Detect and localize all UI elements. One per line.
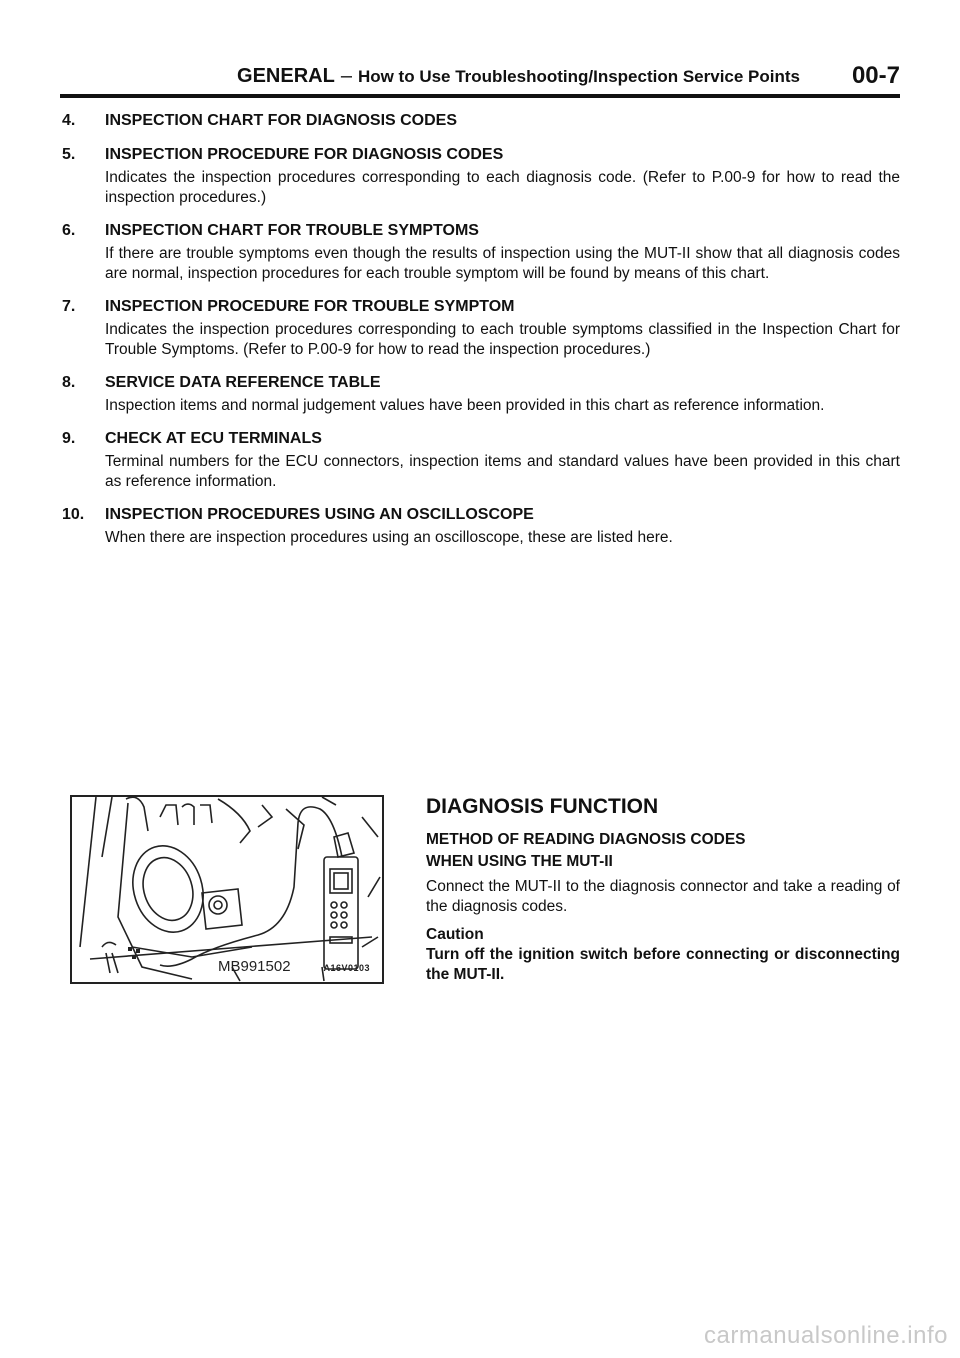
list-item (62, 220, 900, 284)
item-number: 4. (62, 112, 76, 129)
caution-text: Turn off the ignition switch before connecting or disconnecting the MUT-II. (426, 946, 900, 983)
list-item (62, 110, 900, 132)
watermark-text: carmanualsonline.info (704, 1322, 948, 1349)
item-body: Indicates the inspection procedures corresponding to each trouble symptoms classified in the Inspection Chart for Trouble Symptoms. (Refer to P.00-9 for how to read the inspection procedures.) (105, 321, 900, 358)
tool-code-label: MB991502 (218, 958, 291, 975)
item-number: 5. (62, 146, 76, 163)
list-item (62, 372, 900, 416)
item-number: 8. (62, 374, 76, 391)
section-heading: DIAGNOSIS FUNCTION (426, 795, 659, 818)
page-header (60, 58, 900, 98)
item-title: INSPECTION CHART FOR DIAGNOSIS CODES (105, 112, 458, 129)
list-item (62, 504, 900, 548)
item-title: INSPECTION PROCEDURES USING AN OSCILLOSCOPE (105, 506, 534, 523)
item-title: INSPECTION CHART FOR TROUBLE SYMPTOMS (105, 222, 479, 239)
illustration-drawing (72, 797, 382, 982)
diagnosis-body: Connect the MUT-II to the diagnosis connector and take a reading of the diagnosis codes. (426, 878, 900, 915)
item-body: Indicates the inspection procedures corresponding to each diagnosis code. (Refer to P.00-9 for how to read the inspection procedures.) (105, 169, 900, 206)
list-item (62, 296, 900, 360)
item-title: SERVICE DATA REFERENCE TABLE (105, 374, 381, 391)
header-section: GENERAL (237, 65, 335, 87)
item-number: 10. (62, 506, 85, 523)
subheading-mut: WHEN USING THE MUT-II (426, 853, 613, 870)
item-body: Terminal numbers for the ECU connectors, inspection items and standard values have been provided in this chart as reference information. (105, 453, 900, 490)
header-subtitle: How to Use Troubleshooting/Inspection Service Points (357, 67, 800, 86)
figure-id-label: A16V0103 (323, 963, 370, 973)
mut-ii-connection-illustration (70, 795, 384, 984)
item-body: Inspection items and normal judgement values have been provided in this chart as reference information. (105, 397, 825, 414)
item-title: CHECK AT ECU TERMINALS (105, 430, 322, 447)
item-number: 7. (62, 298, 76, 315)
caution-label: Caution (426, 926, 484, 943)
subheading-method: METHOD OF READING DIAGNOSIS CODES (426, 831, 746, 848)
item-number: 6. (62, 222, 76, 239)
list-item (62, 428, 900, 492)
item-body: If there are trouble symptoms even though the results of inspection using the MUT-II show that all diagnosis codes are normal, inspection procedures for each trouble symptom will be found by means of this chart. (105, 245, 900, 282)
diagnosis-section (426, 793, 900, 985)
page-number: 00-7 (851, 62, 900, 89)
list-item (62, 144, 900, 208)
item-number: 9. (62, 430, 76, 447)
item-list (62, 110, 900, 560)
item-title: INSPECTION PROCEDURE FOR TROUBLE SYMPTOM (105, 298, 515, 315)
header-dash: – (340, 65, 352, 87)
item-title: INSPECTION PROCEDURE FOR DIAGNOSIS CODES (105, 146, 504, 163)
item-body: When there are inspection procedures using an oscilloscope, these are listed here. (105, 529, 673, 546)
header-title (237, 65, 800, 88)
